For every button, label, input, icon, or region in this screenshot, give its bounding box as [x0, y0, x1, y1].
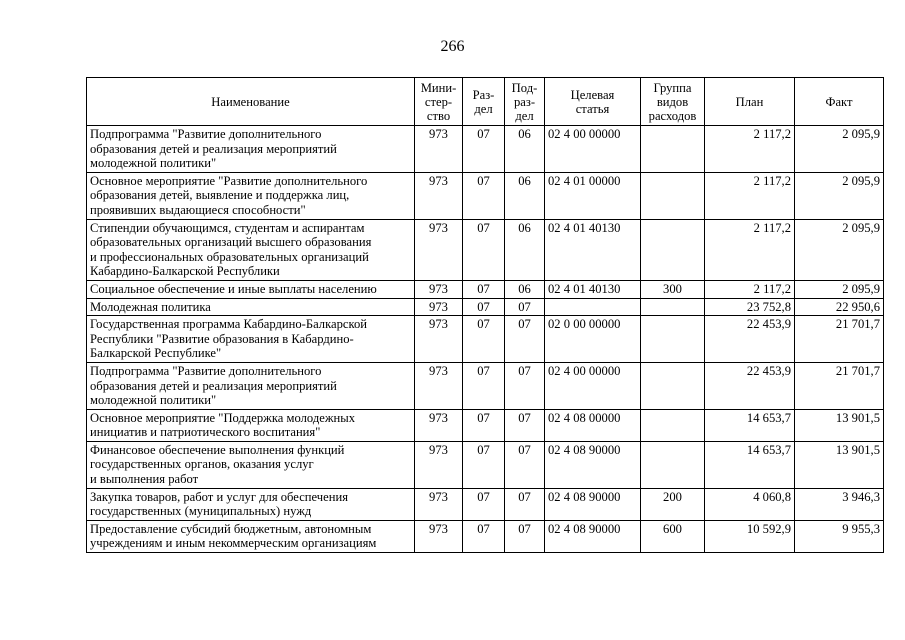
- cell-group: 600: [641, 520, 705, 552]
- cell-name: [87, 409, 415, 441]
- cell-group: 200: [641, 488, 705, 520]
- header-subsection: Под- раз- дел: [505, 78, 545, 126]
- cell-name: [87, 280, 415, 298]
- cell-fact: 2 095,9: [795, 172, 884, 219]
- header-row: [87, 78, 884, 126]
- budget-table: [86, 77, 884, 553]
- cell-plan: 2 117,2: [705, 172, 795, 219]
- cell-name-line: Финансовое обеспечение выполнения функций: [90, 442, 345, 457]
- cell-name-line: Закупка товаров, работ и услуг для обеспечения: [90, 489, 349, 504]
- cell-fact: 9 955,3: [795, 520, 884, 552]
- cell-name-line: Балкарской Республике": [90, 346, 222, 361]
- cell-target: 02 0 00 00000: [545, 316, 641, 363]
- cell-ministry: 973: [415, 488, 463, 520]
- table-row: [87, 520, 884, 552]
- cell-section: 07: [463, 316, 505, 363]
- cell-target: 02 4 08 00000: [545, 409, 641, 441]
- cell-name-line: и выполнения работ: [90, 472, 199, 487]
- cell-name-line: Государственная программа Кабардино-Балкарской: [90, 317, 368, 332]
- table-row: [87, 488, 884, 520]
- cell-subsection: 07: [505, 316, 545, 363]
- cell-plan: 2 117,2: [705, 126, 795, 173]
- cell-section: 07: [463, 298, 505, 316]
- cell-ministry: 973: [415, 219, 463, 280]
- cell-subsection: 06: [505, 172, 545, 219]
- cell-name: [87, 298, 415, 316]
- cell-ministry: 973: [415, 316, 463, 363]
- cell-section: 07: [463, 126, 505, 173]
- cell-group: [641, 219, 705, 280]
- cell-target: 02 4 01 40130: [545, 280, 641, 298]
- cell-name-line: и профессиональных образовательных организаций: [90, 249, 369, 264]
- cell-group: [641, 172, 705, 219]
- cell-fact: 22 950,6: [795, 298, 884, 316]
- table-row: [87, 441, 884, 488]
- cell-plan: 14 653,7: [705, 409, 795, 441]
- cell-name-line: инициатив и патриотического воспитания": [90, 425, 321, 440]
- cell-group: [641, 316, 705, 363]
- cell-fact: 21 701,7: [795, 362, 884, 409]
- cell-section: 07: [463, 409, 505, 441]
- cell-target: 02 4 08 90000: [545, 488, 641, 520]
- cell-name-line: молодежной политики": [90, 393, 217, 408]
- cell-fact: 3 946,3: [795, 488, 884, 520]
- cell-plan: 14 653,7: [705, 441, 795, 488]
- cell-name-line: образования детей и реализация мероприятий: [90, 141, 337, 156]
- cell-subsection: 07: [505, 441, 545, 488]
- cell-subsection: 07: [505, 298, 545, 316]
- cell-plan: 2 117,2: [705, 280, 795, 298]
- cell-name-line: Кабардино-Балкарской Республики: [90, 264, 280, 279]
- cell-plan: 22 453,9: [705, 362, 795, 409]
- cell-name-line: образования детей и реализация мероприятий: [90, 378, 337, 393]
- cell-ministry: 973: [415, 298, 463, 316]
- cell-section: 07: [463, 520, 505, 552]
- cell-target: 02 4 08 90000: [545, 441, 641, 488]
- cell-section: 07: [463, 441, 505, 488]
- cell-name: [87, 362, 415, 409]
- cell-name-line: государственных органов, оказания услуг: [90, 457, 314, 472]
- cell-plan: 10 592,9: [705, 520, 795, 552]
- cell-subsection: 06: [505, 219, 545, 280]
- cell-target: 02 4 01 40130: [545, 219, 641, 280]
- cell-target: 02 4 01 00000: [545, 172, 641, 219]
- cell-fact: 13 901,5: [795, 409, 884, 441]
- cell-fact: 2 095,9: [795, 219, 884, 280]
- cell-name-line: учреждениям и иным некоммерческим организациям: [90, 536, 377, 551]
- cell-ministry: 973: [415, 126, 463, 173]
- cell-ministry: 973: [415, 441, 463, 488]
- cell-section: 07: [463, 219, 505, 280]
- cell-target: 02 4 08 90000: [545, 520, 641, 552]
- cell-name-line: молодежной политики": [90, 156, 217, 171]
- header-target: Целевая статья: [545, 78, 641, 126]
- page-number: 266: [440, 38, 465, 55]
- cell-name-line: Республики "Развитие образования в Кабардино-: [90, 331, 354, 346]
- cell-fact: 21 701,7: [795, 316, 884, 363]
- cell-name-line: Основное мероприятие "Развитие дополнительного: [90, 173, 368, 188]
- cell-name-line: Основное мероприятие "Поддержка молодежных: [90, 410, 356, 425]
- cell-ministry: 973: [415, 172, 463, 219]
- cell-subsection: 07: [505, 362, 545, 409]
- table-body: [87, 126, 884, 553]
- header-ministry: Мини- стер- ство: [415, 78, 463, 126]
- cell-target: 02 4 00 00000: [545, 362, 641, 409]
- table-row: [87, 298, 884, 316]
- cell-group: [641, 362, 705, 409]
- header-plan: План: [705, 78, 795, 126]
- cell-subsection: 07: [505, 409, 545, 441]
- cell-name-line: проявивших выдающиеся способности": [90, 202, 306, 217]
- cell-subsection: 07: [505, 488, 545, 520]
- cell-group: [641, 298, 705, 316]
- cell-name: [87, 172, 415, 219]
- header-section: Раз- дел: [463, 78, 505, 126]
- cell-ministry: 973: [415, 520, 463, 552]
- cell-plan: 23 752,8: [705, 298, 795, 316]
- cell-section: 07: [463, 362, 505, 409]
- cell-name-line: Социальное обеспечение и иные выплаты населению: [90, 281, 377, 296]
- cell-name: [87, 126, 415, 173]
- table-row: [87, 126, 884, 173]
- table-row: [87, 362, 884, 409]
- cell-name-line: Подпрограмма "Развитие дополнительного: [90, 127, 322, 141]
- header-fact: Факт: [795, 78, 884, 126]
- header-group: Группа видов расходов: [641, 78, 705, 126]
- cell-section: 07: [463, 172, 505, 219]
- cell-target: [545, 298, 641, 316]
- cell-plan: 4 060,8: [705, 488, 795, 520]
- cell-name-line: Стипендии обучающимся, студентам и аспирантам: [90, 220, 365, 235]
- cell-name: [87, 520, 415, 552]
- cell-fact: 2 095,9: [795, 280, 884, 298]
- cell-group: [641, 409, 705, 441]
- cell-name: [87, 441, 415, 488]
- cell-name-line: образования детей, выявление и поддержка лиц,: [90, 188, 350, 203]
- table-row: [87, 280, 884, 298]
- cell-name-line: Молодежная политика: [90, 299, 211, 314]
- cell-ministry: 973: [415, 280, 463, 298]
- cell-group: 300: [641, 280, 705, 298]
- cell-group: [641, 441, 705, 488]
- cell-section: 07: [463, 280, 505, 298]
- cell-name: [87, 488, 415, 520]
- header-name: Наименование: [87, 78, 415, 126]
- cell-name: [87, 219, 415, 280]
- cell-name-line: государственных (муниципальных) нужд: [90, 504, 312, 519]
- cell-plan: 2 117,2: [705, 219, 795, 280]
- cell-plan: 22 453,9: [705, 316, 795, 363]
- cell-target: 02 4 00 00000: [545, 126, 641, 173]
- cell-subsection: 06: [505, 126, 545, 173]
- table-row: [87, 409, 884, 441]
- cell-ministry: 973: [415, 362, 463, 409]
- cell-name-line: образовательных организаций высшего образования: [90, 235, 372, 250]
- cell-fact: 13 901,5: [795, 441, 884, 488]
- cell-name: [87, 316, 415, 363]
- table-row: [87, 219, 884, 280]
- table-row: [87, 316, 884, 363]
- cell-fact: 2 095,9: [795, 126, 884, 173]
- cell-group: [641, 126, 705, 173]
- cell-name-line: Предоставление субсидий бюджетным, автономным: [90, 521, 372, 536]
- cell-subsection: 06: [505, 280, 545, 298]
- cell-name-line: Подпрограмма "Развитие дополнительного: [90, 363, 322, 378]
- cell-ministry: 973: [415, 409, 463, 441]
- table-row: [87, 172, 884, 219]
- cell-section: 07: [463, 488, 505, 520]
- cell-subsection: 07: [505, 520, 545, 552]
